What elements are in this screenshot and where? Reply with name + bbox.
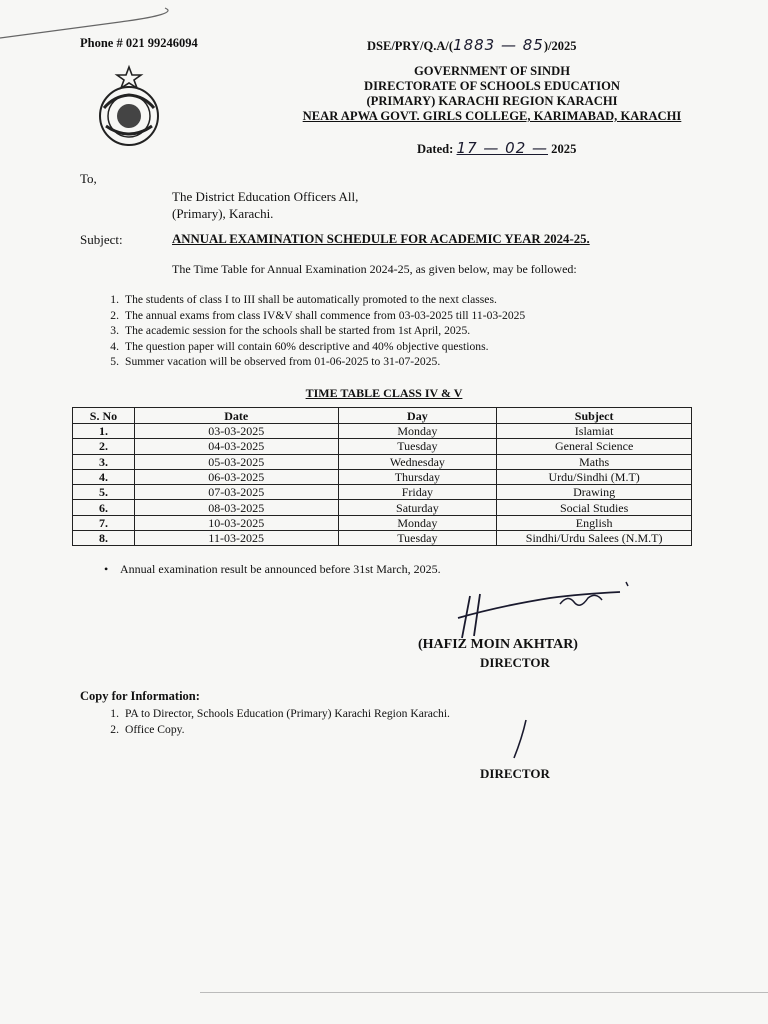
instruction-item: 5. Summer vacation will be observed from 01-06-2025 to 31-07-2025. xyxy=(110,355,441,368)
timetable-header-row xyxy=(73,408,692,424)
intro-text: The Time Table for Annual Examination 2024-25, as given below, may be followed: xyxy=(172,262,577,276)
column-header-subject: Subject xyxy=(497,408,692,424)
copy-heading: Copy for Information: xyxy=(80,689,200,703)
column-header-day: Day xyxy=(338,408,497,424)
table-row: 1. 03-03-2025 Monday Islamiat xyxy=(73,424,692,439)
instruction-item: 2. The annual exams from class IV&V shall commence from 03-03-2025 till 11-03-2025 xyxy=(110,308,526,322)
timetable-title: TIME TABLE CLASS IV & V xyxy=(305,386,463,400)
table-row: 4. 06-03-2025 Thursday Urdu/Sindhi (M.T) xyxy=(73,469,692,484)
phone-number: Phone # 021 99246094 xyxy=(80,36,198,50)
table-row: 8. 11-03-2025 Tuesday Sindhi/Urdu Salees (N.M.T) xyxy=(73,531,692,546)
table-row: 2. 04-03-2025 Tuesday General Science xyxy=(73,439,692,454)
director-signature-icon xyxy=(440,576,640,646)
addressee-line-1: The District Education Officers All, xyxy=(172,189,359,204)
column-header-date: Date xyxy=(134,408,338,424)
instruction-list xyxy=(101,292,701,370)
copy-item: 1. PA to Director, Schools Education (Primary) Karachi Region Karachi. xyxy=(110,707,450,720)
addressee-line-2: (Primary), Karachi. xyxy=(172,206,274,221)
instruction-item: 4. The question paper will contain 60% descriptive and 40% objective questions. xyxy=(110,339,489,353)
copy-list xyxy=(101,706,621,737)
date-handwritten: 17 — 02 — xyxy=(456,139,549,157)
timetable xyxy=(72,407,692,546)
letterhead-line-directorate: DIRECTORATE OF SCHOOLS EDUCATION xyxy=(364,79,620,93)
date-year: 2025 xyxy=(551,142,577,156)
column-header-sno: S. No xyxy=(73,408,135,424)
to-label: To, xyxy=(80,171,97,186)
scan-edge-divider xyxy=(200,992,768,993)
result-note: • Annual examination result be announced before 31st March, 2025. xyxy=(104,562,441,576)
initial-signature-icon xyxy=(500,716,540,766)
reference-prefix: DSE/PRY/Q.A/( xyxy=(367,39,454,53)
table-row: 3. 05-03-2025 Wednesday Maths xyxy=(73,454,692,469)
bullet-icon: • xyxy=(104,562,109,576)
sindh-government-seal-icon xyxy=(84,64,174,148)
signatory-name: (HAFIZ MOIN AKHTAR) xyxy=(418,637,578,652)
instruction-item: 3. The academic session for the schools shall be started from 1st April, 2025. xyxy=(110,324,471,337)
letterhead-line-address: NEAR APWA GOVT. GIRLS COLLEGE, KARIMABAD, KARACHI xyxy=(302,109,682,123)
table-row: 5. 07-03-2025 Friday Drawing xyxy=(73,485,692,500)
subject-text: ANNUAL EXAMINATION SCHEDULE FOR ACADEMIC YEAR 2024-25. xyxy=(172,232,590,246)
date-line xyxy=(417,139,576,157)
table-row: 6. 08-03-2025 Saturday Social Studies xyxy=(73,500,692,515)
addressee xyxy=(172,188,358,222)
subject-label: Subject: xyxy=(80,232,123,247)
copy-signatory-title: DIRECTOR xyxy=(480,766,550,781)
letterhead-line-region: (PRIMARY) KARACHI REGION KARACHI xyxy=(366,94,618,108)
reference-suffix: )/2025 xyxy=(543,39,577,53)
signatory-title: DIRECTOR xyxy=(480,655,550,670)
date-label: Dated: xyxy=(417,142,454,156)
table-row: 7. 10-03-2025 Monday English xyxy=(73,515,692,530)
letterhead xyxy=(277,64,707,124)
letterhead-line-government: GOVERNMENT OF SINDH xyxy=(413,64,571,78)
reference-handwritten: 1883 — 85 xyxy=(453,36,544,54)
reference-number xyxy=(367,36,576,54)
copy-item: 2. Office Copy. xyxy=(110,722,185,736)
instruction-item: 1. The students of class I to III shall be automatically promoted to the next classes. xyxy=(110,293,497,306)
